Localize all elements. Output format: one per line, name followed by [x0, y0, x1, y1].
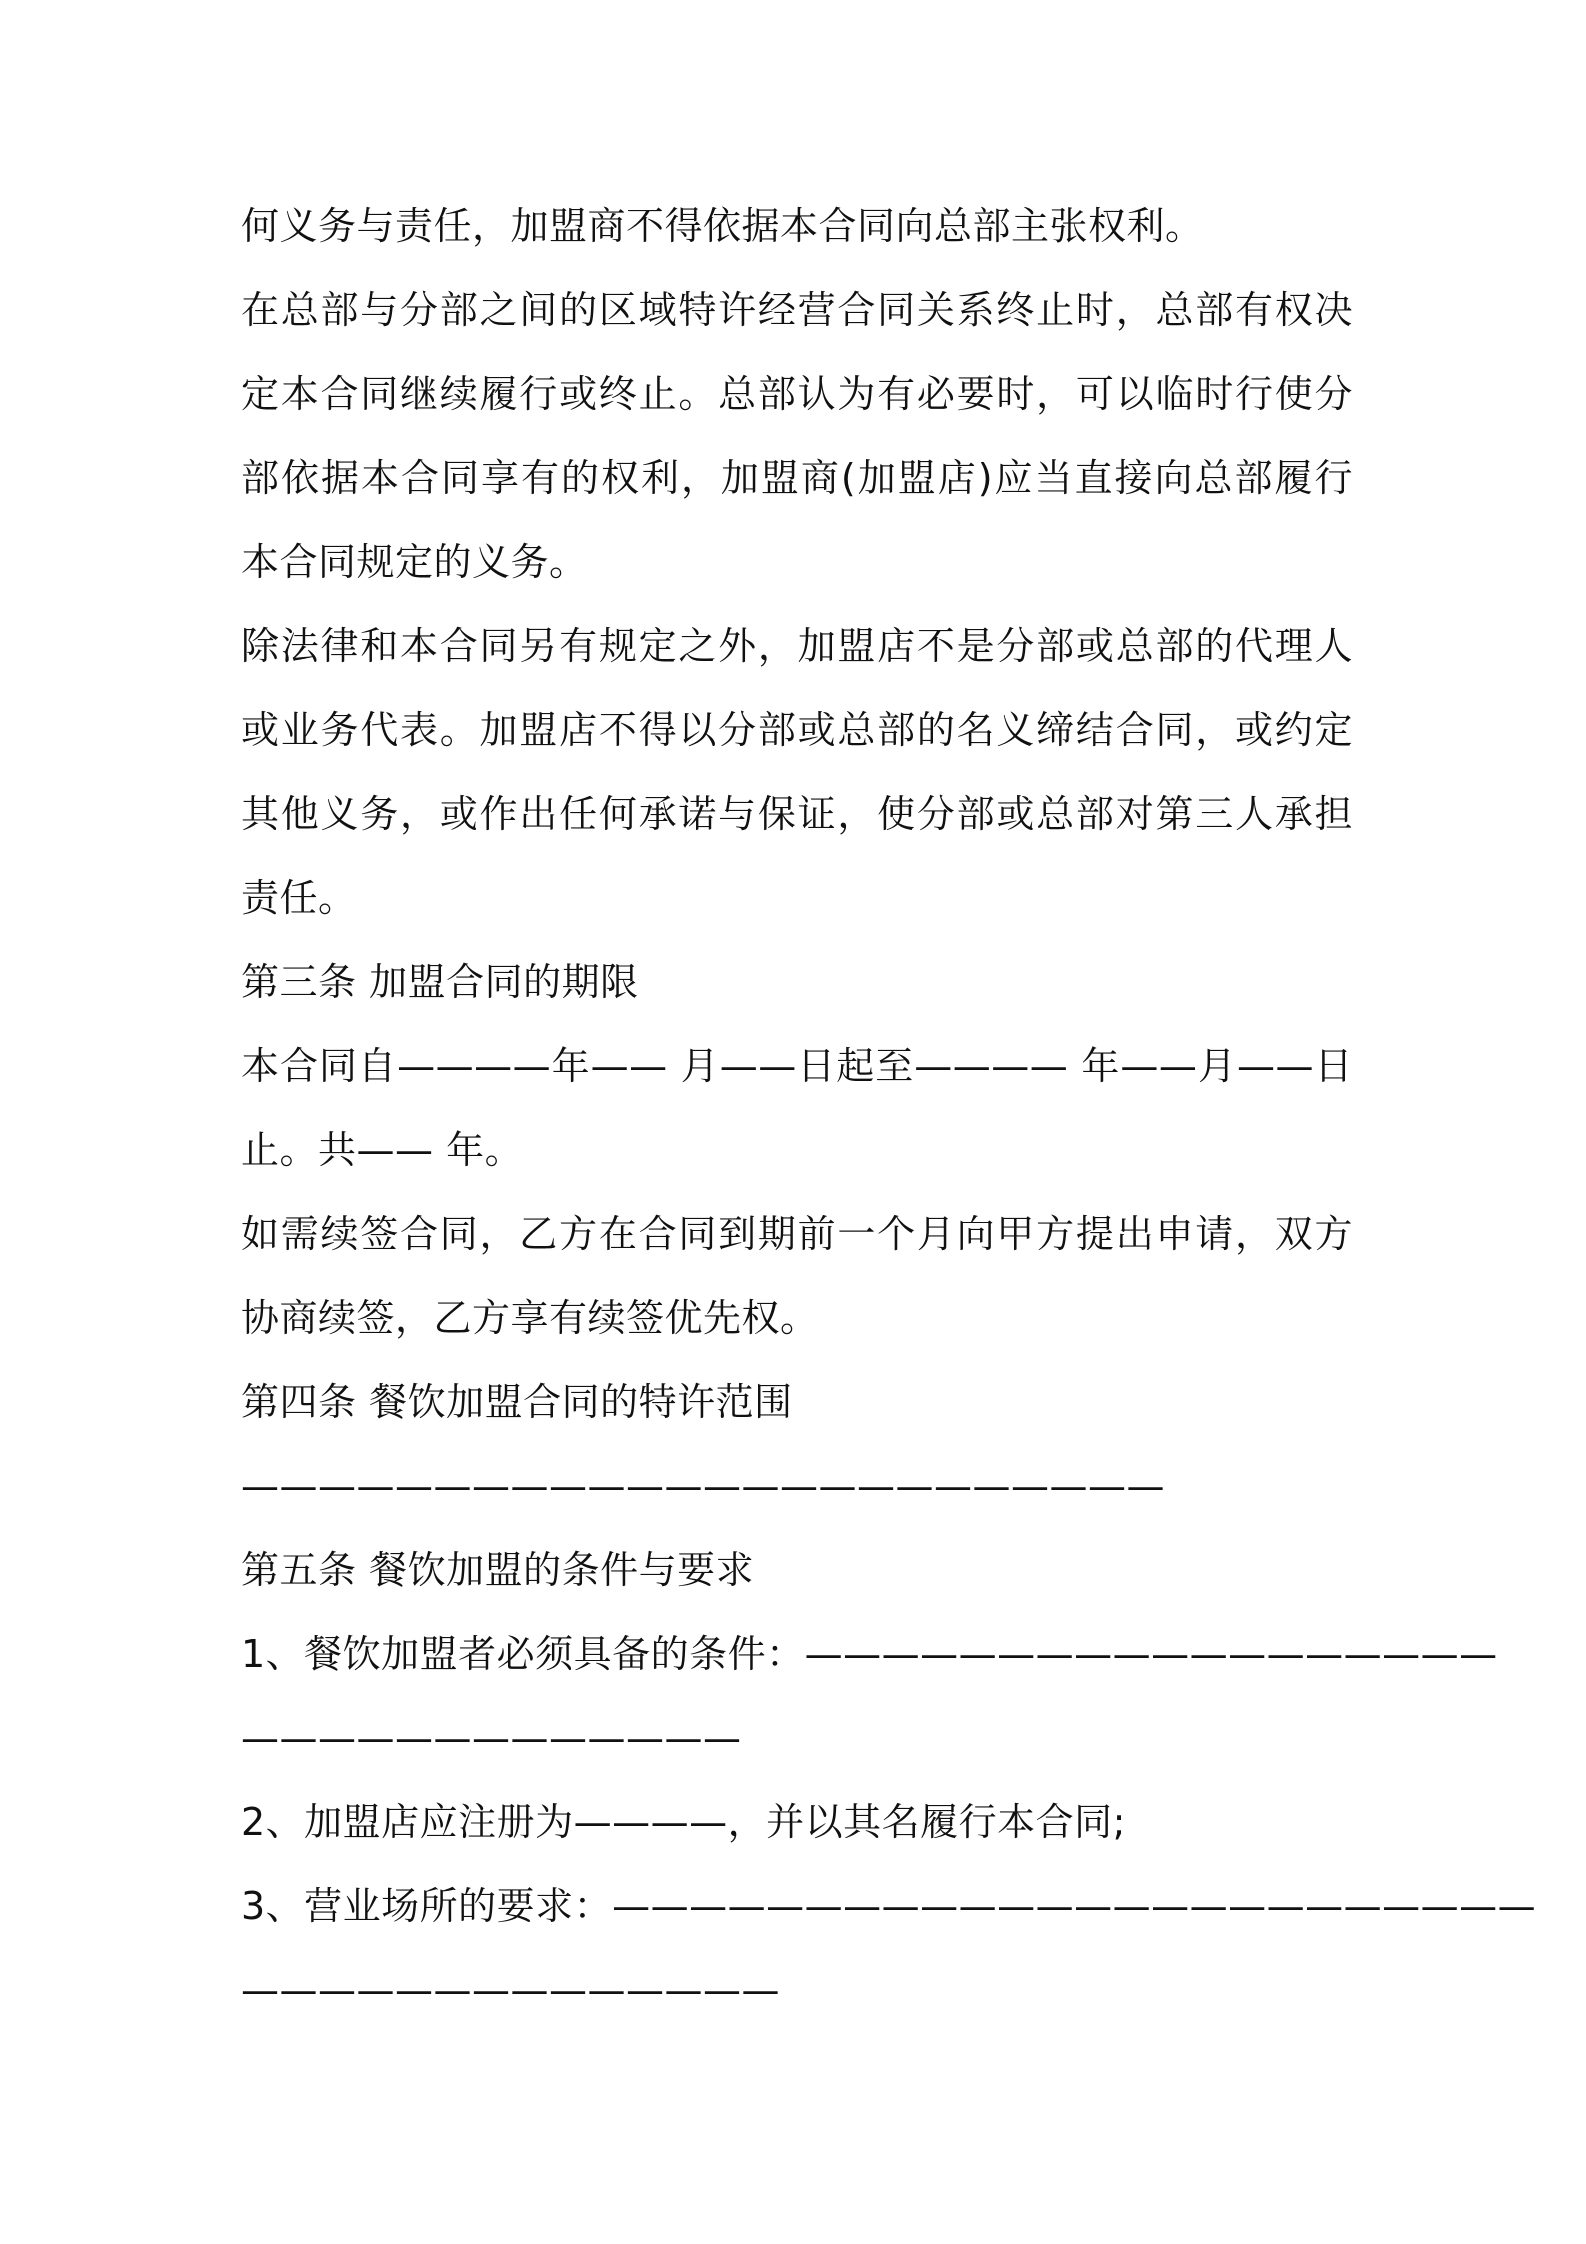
paragraph-line: 责任。: [241, 876, 357, 920]
blank-fill-line: ————————————————————————: [241, 1464, 1165, 1508]
list-item: 3、营业场所的要求：————————————————————————: [241, 1884, 1537, 1928]
paragraph-line: 其他义务，或作出任何承诺与保证，使分部或总部对第三人承担: [241, 792, 1353, 836]
paragraph-line: 或业务代表。加盟店不得以分部或总部的名义缔结合同，或约定: [241, 708, 1353, 752]
paragraph-line: 除法律和本合同另有规定之外，加盟店不是分部或总部的代理人: [241, 624, 1353, 668]
section-heading: 第四条 餐饮加盟合同的特许范围: [241, 1380, 793, 1424]
blank-fill-line: ——————————————: [241, 1968, 780, 2012]
paragraph-line: 协商续签，乙方享有续签优先权。: [241, 1296, 819, 1340]
paragraph-line: 本合同规定的义务。: [241, 540, 588, 584]
section-heading: 第三条 加盟合同的期限: [241, 960, 639, 1004]
list-item: 2、加盟店应注册为————，并以其名履行本合同;: [241, 1800, 1126, 1844]
paragraph-line: 部依据本合同享有的权利，加盟商(加盟店)应当直接向总部履行: [241, 456, 1353, 500]
paragraph-line: 如需续签合同，乙方在合同到期前一个月向甲方提出申请，双方: [241, 1212, 1353, 1256]
contract-term-line: 止。共—— 年。: [241, 1128, 524, 1172]
section-heading: 第五条 餐饮加盟的条件与要求: [241, 1548, 755, 1592]
blank-fill-line: —————————————: [241, 1716, 742, 1760]
paragraph-line: 定本合同继续履行或终止。总部认为有必要时，可以临时行使分: [241, 372, 1353, 416]
contract-term-line: 本合同自————年—— 月——日起至———— 年——月——日: [241, 1044, 1353, 1088]
paragraph-line: 何义务与责任，加盟商不得依据本合同向总部主张权利。: [241, 204, 1204, 248]
paragraph-line: 在总部与分部之间的区域特许经营合同关系终止时，总部有权决: [241, 288, 1353, 332]
list-item: 1、餐饮加盟者必须具备的条件：——————————————————: [241, 1632, 1498, 1676]
